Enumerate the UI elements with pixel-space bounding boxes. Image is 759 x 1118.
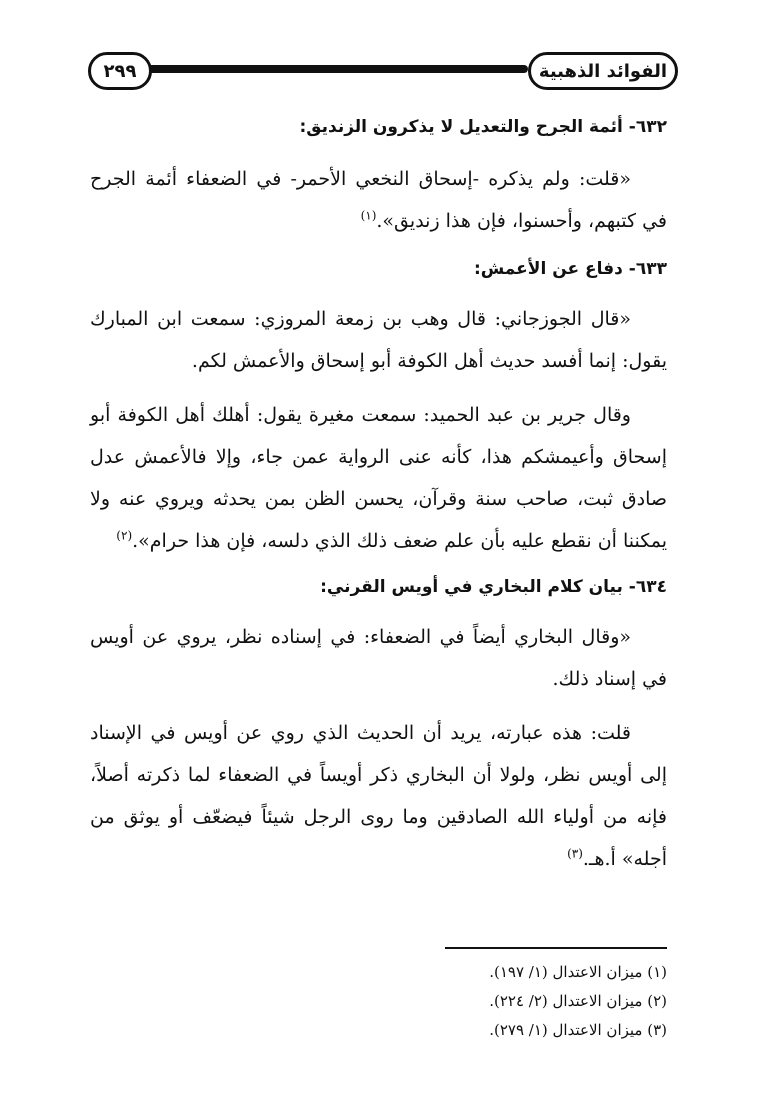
section-634-paragraph-1: [90, 616, 667, 700]
section-heading-633: ٦٣٣- دفاع عن الأعمش:: [473, 259, 667, 279]
footnote-marker-1: (١): [360, 208, 377, 223]
footnote-marker-3: (٣): [567, 846, 583, 861]
book-title-badge: [528, 52, 678, 90]
page-body: [90, 112, 667, 880]
paragraph-text: قلت: هذه عبارته، يريد أن الحديث الذي روي عن أويس في الإسناد إلى أويس نظر، ولولا أن البخاري ذكر أويساً في الضعفاء لما ذكرته أصلاً، فإنه من أولياء الله الصادقين وما روى الرجل شيئاً فيضعّف أو يوثق من أجله» أ.هـ.: [90, 722, 667, 870]
footnote-divider: [445, 947, 667, 949]
page-header: [88, 52, 678, 96]
footnote-1: (١) ميزان الاعتدال (١/ ١٩٧).: [489, 963, 667, 981]
section-heading-634: ٦٣٤- بيان كلام البخاري في أويس القرني:: [320, 577, 667, 597]
footnote-marker-2: (٢): [116, 528, 133, 543]
footnote-2: (٢) ميزان الاعتدال (٢/ ٢٢٤).: [489, 992, 667, 1010]
page-number: ٢٩٩: [103, 60, 137, 82]
paragraph-text: «وقال البخاري أيضاً في الضعفاء: في إسناده نظر، يروي عن أويس في إسناد ذلك.: [90, 626, 667, 690]
section-633-paragraph-1: [90, 298, 667, 382]
paragraph-text: «قال الجوزجاني: قال وهب بن زمعة المروزي: سمعت ابن المبارك يقول: إنما أفسد حديث أهل الكوفة أبو إسحاق والأعمش لكم.: [90, 308, 667, 372]
header-rule: [148, 65, 528, 73]
book-title: الفوائد الذهبية: [538, 60, 668, 82]
paragraph-text: «قلت: ولم يذكره -إسحاق النخعي الأحمر- في الضعفاء أئمة الجرح في كتبهم، وأحسنوا، فإن هذا زنديق».: [90, 168, 667, 232]
section-heading-632: ٦٣٢- أئمة الجرح والتعديل لا يذكرون الزنديق:: [299, 117, 667, 137]
page-number-badge: [88, 52, 152, 90]
section-632-paragraph-1: [90, 158, 667, 242]
paragraph-text: وقال جرير بن عبد الحميد: سمعت مغيرة يقول: أهلك أهل الكوفة أبو إسحاق وأعيمشكم هذا، كأنه عنى الرواية عمن جاء، وإلا فالأعمش عدل صادق ثبت، صاحب سنة وقرآن، يحسن الظن بمن يحدثه ويروي عنه ولا يمكننا أن نقطع عليه بأن علم ضعف ذلك الذي دلسه، فإن هذا حرام».: [90, 404, 667, 552]
footnotes: [367, 958, 667, 1045]
section-634-paragraph-2: [90, 712, 667, 880]
section-633-paragraph-2: [90, 394, 667, 562]
footnote-3: (٣) ميزان الاعتدال (١/ ٢٧٩).: [489, 1021, 667, 1039]
